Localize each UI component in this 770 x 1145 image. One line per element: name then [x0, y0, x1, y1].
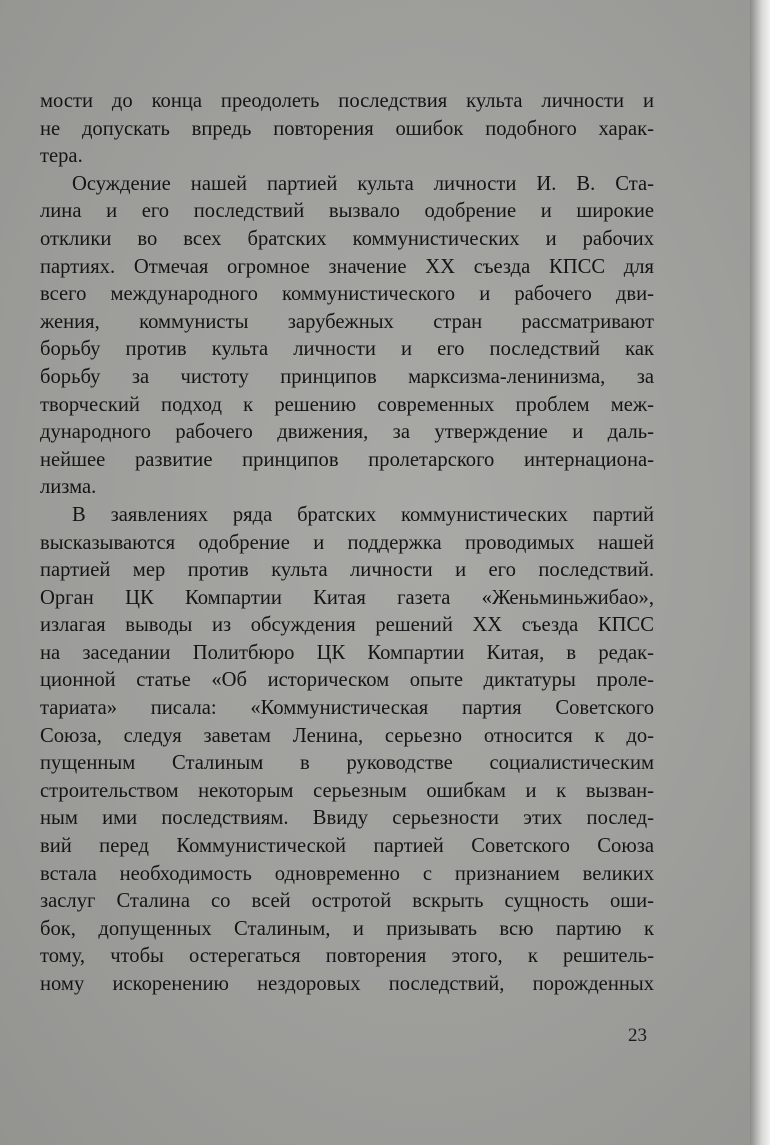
text-line: нейшее развитие принципов пролетарского интернациона-: [40, 448, 654, 471]
text-line: заслуг Сталина со всей остротой вскрыть сущность оши-: [40, 890, 654, 913]
text-line: Союза, следуя заветам Ленина, серьезно относится к до-: [40, 724, 654, 747]
text-line: строительством некоторым серьезным ошибкам и к вызван-: [40, 779, 654, 802]
text-line: излагая выводы из обсуждения решений XX съезда КПСС: [40, 614, 654, 637]
text-line: всего международного коммунистического и рабочего дви-: [40, 283, 654, 306]
text-line: борьбу за чистоту принципов марксизма-ленинизма, за: [40, 365, 654, 388]
text-line: высказываются одобрение и поддержка проводимых нашей: [40, 531, 654, 554]
text-line: борьбу против культа личности и его последствий как: [40, 338, 654, 361]
body-text: [40, 88, 654, 999]
text-line: жения, коммунисты зарубежных стран рассматривают: [40, 310, 654, 333]
text-line: на заседании Политбюро ЦК Компартии Китая, в редак-: [40, 641, 654, 664]
text-line: ционной статье «Об историческом опыте диктатуры проле-: [40, 669, 654, 692]
text-line: дународного рабочего движения, за утверждение и даль-: [40, 421, 654, 444]
text-line: тариата» писала: «Коммунистическая партия Советского: [40, 697, 654, 720]
text-line: Орган ЦК Компартии Китая газета «Женьминьжибао»,: [40, 586, 654, 609]
text-line: тера.: [40, 145, 83, 168]
text-line: тому, чтобы остерегаться повторения этого, к решитель-: [40, 945, 654, 968]
page-edge: [750, 0, 770, 1145]
paragraph-start-line: В заявлениях ряда братских коммунистических партий: [72, 503, 654, 526]
text-line: вий перед Коммунистической партией Советского Союза: [40, 835, 654, 858]
text-line: не допускать впредь повторения ошибок подобного харак-: [40, 117, 654, 140]
text-line: партиях. Отмечая огромное значение XX съезда КПСС для: [40, 255, 654, 278]
text-line: мости до конца преодолеть последствия культа личности и: [40, 90, 654, 112]
text-line: лизма.: [40, 476, 97, 499]
text-line: партией мер против культа личности и его последствий.: [40, 559, 654, 582]
text-line: творческий подход к решению современных проблем меж-: [40, 393, 654, 416]
page-number: 23: [628, 1025, 647, 1046]
text-line: лина и его последствий вызвало одобрение и широкие: [40, 200, 654, 223]
paragraph-start-line: Осуждение нашей партией культа личности И. В. Ста-: [72, 172, 654, 195]
text-line: пущенным Сталиным в руководстве социалистическим: [40, 752, 654, 775]
text-line: отклики во всех братских коммунистических и рабочих: [40, 227, 654, 250]
text-line: встала необходимость одновременно с признанием великих: [40, 862, 654, 885]
text-line: ному искоренению нездоровых последствий, порожденных: [40, 973, 654, 995]
text-line: бок, допущенных Сталиным, и призывать всю партию к: [40, 917, 654, 940]
text-line: ным ими последствиям. Ввиду серьезности этих послед-: [40, 807, 654, 830]
